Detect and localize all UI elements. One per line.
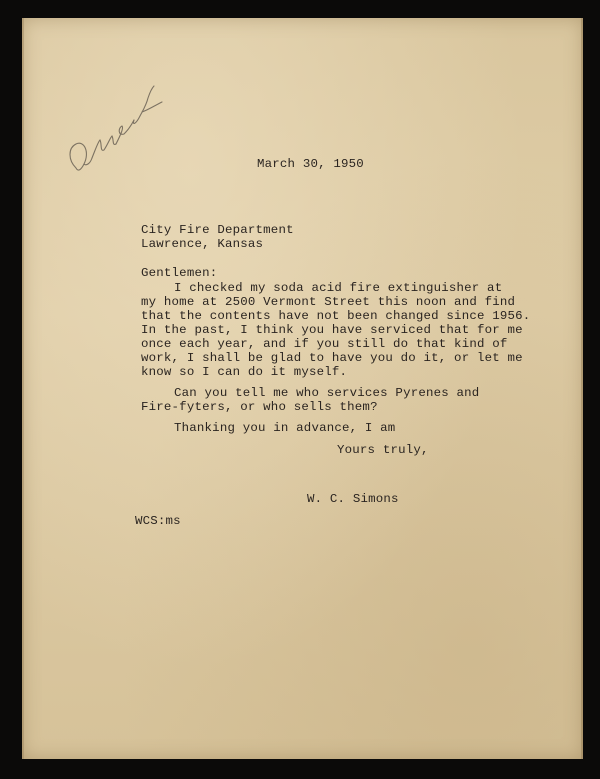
letter-date: March 30, 1950 [257, 157, 364, 171]
handwritten-annotation [62, 68, 172, 188]
recipient-line-1: City Fire Department [141, 223, 294, 237]
closing: Yours truly, [337, 443, 429, 457]
paragraph-1-line: my home at 2500 Vermont Street this noon and find [141, 295, 516, 309]
paragraph-1-line: that the contents have not been changed since 1956. [141, 309, 531, 323]
recipient-line-2: Lawrence, Kansas [141, 237, 264, 251]
letter-page [22, 18, 583, 759]
paragraph-1-line: work, I shall be glad to have you do it, or let me [141, 351, 523, 365]
paragraph-2-line: Fire-fyters, or who sells them? [141, 400, 378, 414]
paragraph-3: Thanking you in advance, I am [174, 421, 396, 435]
paragraph-1-line: In the past, I think you have serviced that for me [141, 323, 523, 337]
paragraph-1-line: I checked my soda acid fire extinguisher at [174, 281, 503, 295]
paragraph-1-line: know so I can do it myself. [141, 365, 348, 379]
paragraph-1-line: once each year, and if you still do that kind of [141, 337, 508, 351]
typist-initials: WCS:ms [135, 514, 181, 528]
paragraph-2-line: Can you tell me who services Pyrenes and [174, 386, 480, 400]
signature-name: W. C. Simons [307, 492, 399, 506]
salutation: Gentlemen: [141, 266, 218, 280]
